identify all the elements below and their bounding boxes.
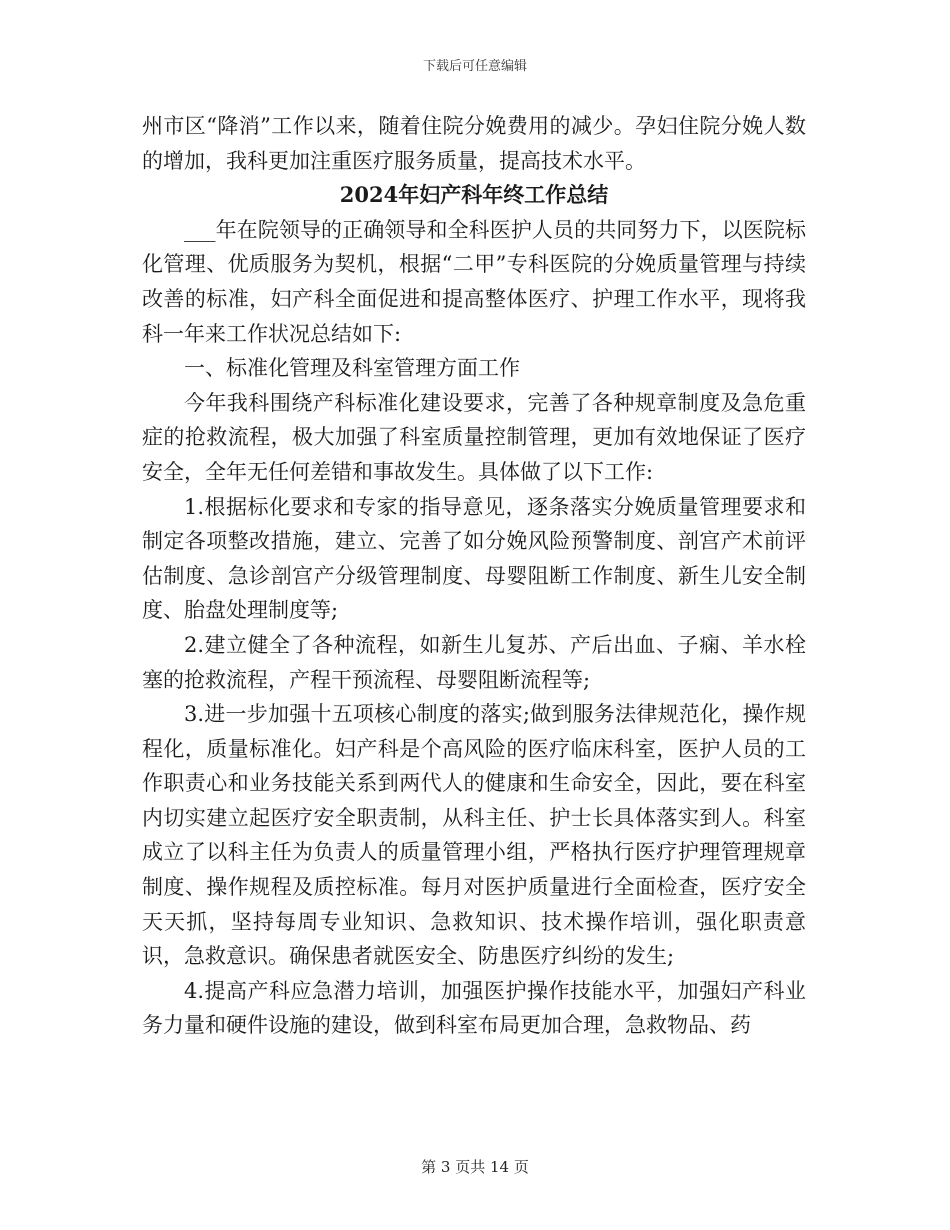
list-item-3: 3.进一步加强十五项核心制度的落实;做到服务法律规范化，操作规程化，质量标准化。妇产科是个高风险的医疗临床科室，医护人员的工作职责心和业务技能关系到两代人的健康和生命安全，因此，要在科室内切实建立起医疗安全职责制，从科主任、护士长具体落实到人。科室成立了以科主任为负责人的质量管理小组，严格执行医疗护理管理规章制度、操作规程及质控标准。每月对医护质量进行全面检查，医疗安全天天抓，坚持每周专业知识、急救知识、技术操作培训，强化职责意识，急救意识。确保患者就医安全、防患医疗纠纷的发生;: [142, 702, 806, 969]
list-item-1: 1.根据标化要求和专家的指导意见，逐条落实分娩质量管理要求和制定各项整改措施，建立、完善了如分娩风险预警制度、剖宫产术前评估制度、急诊剖宫产分级管理制度、母婴阻断工作制度、新生儿安全制度、胎盘处理制度等;: [142, 494, 806, 623]
paragraph-continued: 州市区“降消”工作以来，随着住院分娩费用的减少。孕妇住院分娩人数的增加，我科更加注重医疗服务质量，提高技术水平。: [142, 114, 806, 173]
paragraph-intro: ___年在院领导的正确领导和全科医护人员的共同努力下，以医院标化管理、优质服务为契机，根据“二甲”专科医院的分娩质量管理与持续改善的标准，妇产科全面促进和提高整体医疗、护理工作水平，现将我科一年来工作状况总结如下:: [142, 217, 806, 346]
document-title: 2024年妇产科年终工作总结: [339, 182, 609, 208]
document-body: [142, 109, 806, 1043]
list-item-2: 2.建立健全了各种流程，如新生儿复苏、产后出血、子痫、羊水栓塞的抢救流程，产程干预流程、母婴阻断流程等;: [142, 632, 806, 692]
page-footer: 第 3 页共 14 页: [421, 1158, 529, 1176]
paragraph-section-1: 今年我科围绕产科标准化建设要求，完善了各种规章制度及急危重症的抢救流程，极大加强了科室质量控制管理，更加有效地保证了医疗安全，全年无任何差错和事故发生。具体做了以下工作:: [142, 390, 806, 484]
list-item-4: 4.提高产科应急潜力培训，加强医护操作技能水平，加强妇产科业务力量和硬件设施的建设，做到科室布局更加合理，急救物品、药: [142, 978, 806, 1038]
page-header: 下载后可任意编辑: [422, 59, 527, 74]
section-heading-1: 一、标准化管理及科室管理方面工作: [184, 356, 520, 381]
